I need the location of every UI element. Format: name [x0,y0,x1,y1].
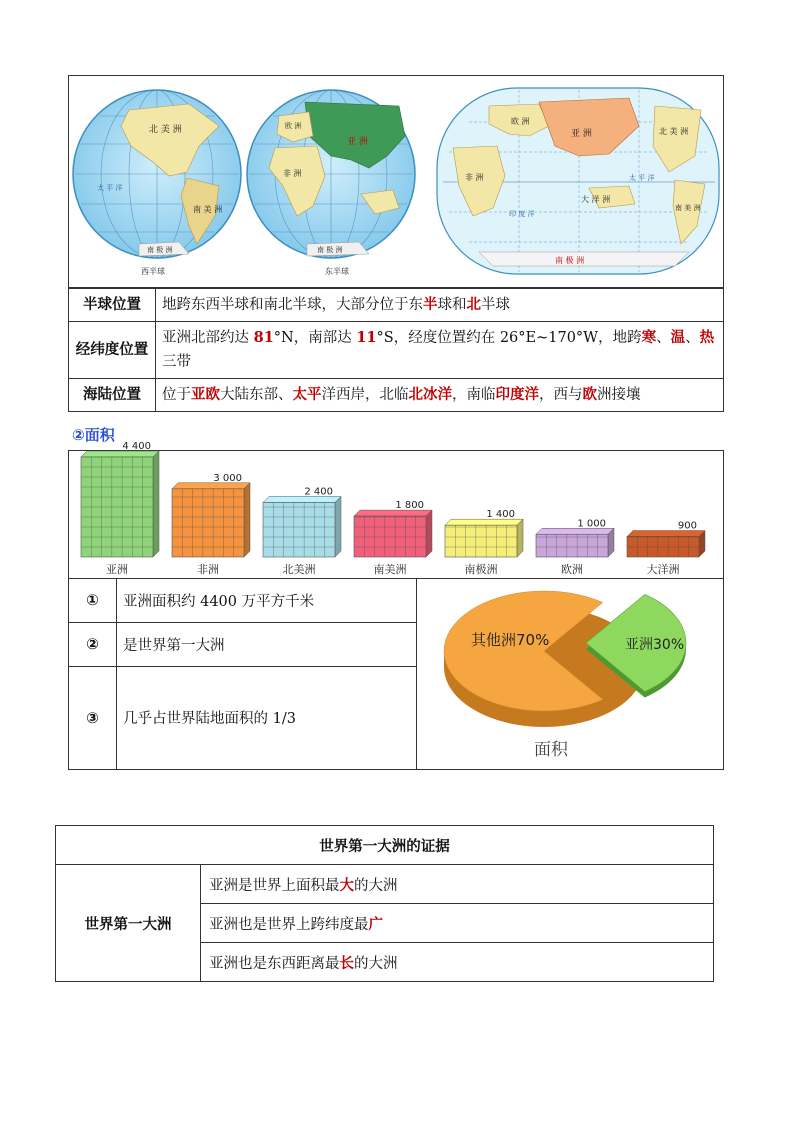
map-label-africa-world: 非 洲 [465,173,484,182]
bar-category-label: 南极洲 [464,563,498,576]
location-desc [156,289,724,322]
bar-rect [445,525,517,557]
fact-number: ③ [69,666,117,769]
bar-value-label: 900 [677,520,697,532]
bar-rect [354,516,426,557]
map-label-antarctica-east: 南 极 洲 [317,246,343,254]
highlight-text: 热 [699,329,715,346]
highlight-text: 半 [423,296,438,313]
continent-area-chart [68,441,724,578]
bar-欧洲 [536,528,614,557]
location-row-sea-land [69,379,724,412]
plain-text: 亚洲北部约达 [162,330,254,346]
plain-text: 大陆东部、 [220,387,293,403]
plain-text: 亚洲也是东西距离最 [209,955,340,972]
pie-label-asia: 亚洲30% [625,637,685,653]
plain-text: 位于 [162,387,191,403]
plain-text: 三带 [162,354,191,370]
west-hemisphere-map [73,90,241,258]
highlight-text: 北 [466,296,481,313]
evidence-item [201,865,714,904]
plain-text: 洲接壤 [597,387,641,403]
highlight-text: 寒 [641,329,657,346]
evidence-item [201,904,714,943]
map-label-south-america-world: 南 美 洲 [675,204,701,212]
bar-亚洲 [81,451,159,557]
fact-number: ② [69,622,117,666]
location-desc [156,379,724,412]
bar-北美洲 [263,496,341,557]
fact-text: 几乎占世界陆地面积的 1/3 [117,666,417,769]
bar-非洲 [172,483,250,557]
evidence-item [201,943,714,982]
world-map [437,88,719,274]
bar-value-label: 3 000 [213,472,242,484]
area-fact-row [69,622,417,666]
bar-category-label: 北美洲 [282,563,316,576]
east-hemisphere-caption: 东半球 [325,267,349,276]
map-label-south-america: 南 美 洲 [193,205,223,214]
map-label-asia-world: 亚 洲 [571,129,592,139]
highlight-text: 太平 [292,386,322,403]
area-facts-table [69,579,417,769]
map-label-pacific-world: 太 平 洋 [629,174,655,182]
pie-title: 面积 [534,740,568,760]
evidence-title: 世界第一大洲的证据 [56,826,714,865]
map-label-europe-east: 欧 洲 [285,122,302,130]
evidence-table [55,825,714,982]
map-label-indian-world: 印 度 洋 [509,210,535,218]
highlight-text: 印度洋 [495,386,539,403]
highlight-text: 北冰洋 [408,386,452,403]
highlight-text: 广 [368,915,383,933]
plain-text: 、 [656,330,671,346]
highlight-text: 温 [670,329,686,346]
bar-value-label: 1 800 [395,500,424,512]
pie-label-other: 其他洲70% [471,631,550,649]
plain-text: 地跨东西半球和南北半球，大部分位于东 [162,297,423,313]
fact-number: ① [69,579,117,622]
bar-category-label: 欧洲 [561,563,583,576]
bar-value-label: 4 400 [122,441,151,452]
bar-rect [263,502,335,557]
world-maps-figure [68,75,724,288]
plain-text: 半球 [481,297,510,313]
location-desc [156,322,724,379]
fact-text: 亚洲面积约 4400 万平方千米 [117,579,417,622]
location-label: 半球位置 [69,289,156,322]
plain-text: 、 [685,330,700,346]
plain-text: 球和 [437,297,467,313]
bar-category-label: 大洋洲 [646,563,680,576]
map-label-north-america-world: 北 美 洲 [659,127,689,136]
map-label-europe-world: 欧 洲 [511,117,530,126]
plain-text: 的大洲 [354,877,398,894]
area-fact-row [69,666,417,769]
plain-text: °S，经度位置约在 26°E~170°W，地跨 [376,330,642,346]
highlight-text: 欧 [582,386,597,403]
evidence-side-label: 世界第一大洲 [56,865,201,982]
map-label-north-america: 北 美 洲 [149,125,182,135]
bar-category-label: 南美洲 [373,563,407,576]
bar-value-label: 1 400 [486,509,515,521]
plain-text: 的大洲 [354,955,398,972]
highlight-text: 长 [339,954,354,972]
area-fact-row [69,579,417,622]
bar-value-label: 1 000 [577,518,606,530]
location-row-latlon [69,322,724,379]
world-maps-illustration [69,76,723,287]
asia-area-panel [68,578,724,770]
fact-text: 是世界第一大洲 [117,622,417,666]
map-label-pacific-west: 太 平 洋 [97,184,123,192]
location-table [68,288,724,412]
plain-text: 亚洲也是世界上跨纬度最 [209,916,369,933]
continent-area-bars [69,441,723,579]
plain-text: 亚洲是世界上面积最 [209,877,340,894]
bar-南极洲 [445,519,523,557]
map-label-oceania-world: 大 洋 洲 [581,195,611,204]
map-label-africa-east: 非 洲 [283,169,302,178]
bar-category-label: 非洲 [197,563,219,576]
plain-text: ，南临 [452,387,496,403]
highlight-text: 大 [339,876,354,894]
bar-南美洲 [354,510,432,557]
location-label: 海陆位置 [69,379,156,412]
location-row-hemisphere [69,289,724,322]
highlight-text: 81 [253,329,274,346]
bar-大洋洲 [627,531,705,557]
west-hemisphere-caption: 西半球 [141,267,165,276]
area-pie-chart [419,579,723,769]
map-label-asia-east: 亚 洲 [347,137,368,147]
plain-text: 洋西岸，北临 [321,387,409,403]
map-label-antarctica-west: 南 极 洲 [147,246,173,254]
plain-text: ，西与 [539,387,583,403]
highlight-text: 11 [356,329,377,346]
highlight-text: 亚欧 [191,386,220,403]
location-label: 经纬度位置 [69,322,156,379]
bar-value-label: 2 400 [304,486,333,498]
bar-category-label: 亚洲 [106,563,128,576]
map-label-antarctica-world: 南 极 洲 [555,256,585,265]
bar-rect [536,534,608,557]
area-section-heading: ②面积 [72,426,115,444]
east-hemisphere-map [247,90,415,258]
plain-text: °N，南部达 [273,330,357,346]
